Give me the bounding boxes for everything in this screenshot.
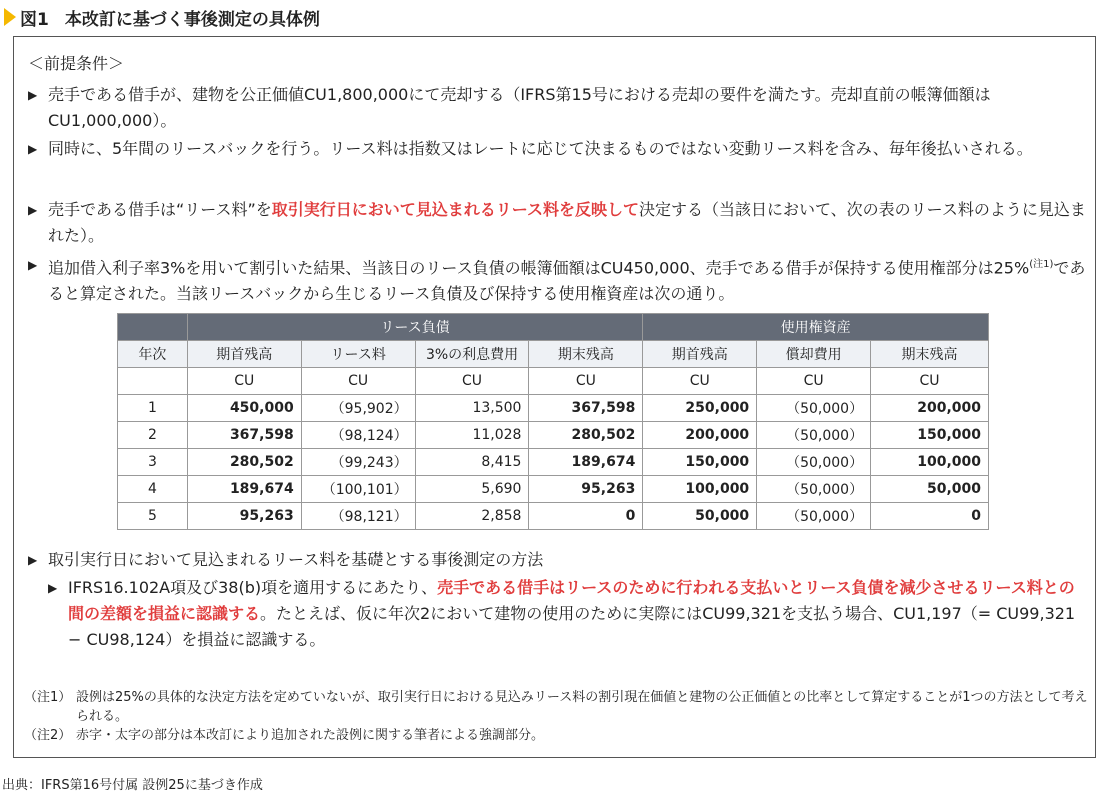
note-text: 赤字・太字の部分は本改訂により追加された設例に関する筆者による強調部分。 (76, 728, 545, 743)
text-segment: 売手である借手は“リース料”を (48, 200, 272, 219)
premise-paragraph-4 (28, 252, 1086, 307)
column-header: 期末残高 (529, 341, 643, 368)
table-row (118, 395, 989, 422)
table-cell: 100,000 (871, 449, 989, 476)
table-cell: 189,674 (187, 476, 301, 503)
table-cell: （50,000） (757, 395, 871, 422)
unit-cell: CU (415, 368, 529, 395)
table-column-header-row (118, 341, 989, 368)
bullet-icon: ▶ (48, 581, 58, 595)
column-header: 期首残高 (643, 341, 757, 368)
figure-label: 図1 (20, 9, 49, 30)
table-cell: 280,502 (529, 422, 643, 449)
table-cell: 13,500 (415, 395, 529, 422)
table-cell: 2,858 (415, 503, 529, 530)
table-cell: 250,000 (643, 395, 757, 422)
table-cell: 1 (118, 395, 188, 422)
figure-box (13, 36, 1096, 758)
table-cell: （98,121） (301, 503, 415, 530)
table-row (118, 476, 989, 503)
lease-table (117, 313, 989, 530)
figure-title-text: 本改訂に基づく事後測定の具体例 (64, 9, 320, 30)
emphasis-text: 売手である借手はリースのために行われる支払いとリース負債を減少させるリース料との間の差額を損益に認識する (68, 578, 1075, 623)
table-cell: 5,690 (415, 476, 529, 503)
section-heading: ＜前提条件＞ (28, 54, 125, 73)
table-cell: 95,263 (187, 503, 301, 530)
table-cell: 200,000 (871, 395, 989, 422)
column-header: 期首残高 (187, 341, 301, 368)
table-row (118, 503, 989, 530)
note-label: （注1） (24, 690, 72, 705)
table-cell: （50,000） (757, 449, 871, 476)
table-cell: 0 (871, 503, 989, 530)
table-cell: （50,000） (757, 503, 871, 530)
table-cell: 2 (118, 422, 188, 449)
table-cell: 150,000 (643, 449, 757, 476)
note-text: 設例は25%の具体的な決定方法を定めていないが、取引実行日における見込みリース料の割引現在価値と建物の公正価値との比率として算定することが1つの方法として考えられる。 (76, 690, 1088, 724)
text-segment: 決定する（当該日において、次の表のリース料のように見込まれた）。 (48, 200, 1086, 245)
premise-paragraph-3 (28, 197, 1086, 249)
table-cell: 100,000 (643, 476, 757, 503)
column-header: リース料 (301, 341, 415, 368)
measure-heading (28, 547, 1086, 573)
group-header-lease-liability: リース負債 (187, 314, 642, 341)
table-group-header-row (118, 314, 989, 341)
table-cell: 367,598 (529, 395, 643, 422)
bullet-icon: ▶ (28, 142, 38, 156)
bullet-icon: ▶ (28, 553, 38, 567)
bullet-icon: ▶ (28, 203, 38, 217)
notes (24, 688, 1089, 745)
table-header-blank (118, 314, 188, 341)
text-segment: IFRS16.102A項及び38(b)項を適用するにあたり、 (68, 578, 438, 597)
table-cell: 5 (118, 503, 188, 530)
table-row (118, 449, 989, 476)
unit-cell: CU (757, 368, 871, 395)
premise-text (28, 252, 1086, 307)
emphasis-text: 取引実行日において見込まれるリース料を反映して (271, 200, 639, 219)
column-header: 期末残高 (871, 341, 989, 368)
column-header: 3%の利息費用 (415, 341, 529, 368)
title-marker-icon (4, 8, 16, 26)
note-reference: (注1) (1029, 259, 1054, 270)
source-line: 出典：IFRS第16号付属 設例25に基づき作成 (2, 778, 263, 793)
bullet-icon: ▶ (28, 88, 38, 102)
table-cell: （98,124） (301, 422, 415, 449)
column-header: 償却費用 (757, 341, 871, 368)
table-cell: （50,000） (757, 476, 871, 503)
table-cell: 189,674 (529, 449, 643, 476)
table-cell: 0 (529, 503, 643, 530)
figure-title (4, 4, 320, 30)
table-cell: （100,101） (301, 476, 415, 503)
measure-detail-text (48, 575, 1086, 653)
table-unit-row (118, 368, 989, 395)
text-segment: 追加借入利子率3%を用いて割引いた結果、当該日のリース負債の帳簿価額はCU450,000、売手である借手が保持する使用権部分は25% (48, 258, 1030, 278)
unit-cell: CU (871, 368, 989, 395)
table-cell: （50,000） (757, 422, 871, 449)
table-cell: 50,000 (871, 476, 989, 503)
table-cell: （95,902） (301, 395, 415, 422)
note-2 (24, 726, 1089, 745)
premise-text (28, 197, 1086, 249)
premise-text: 同時に、5年間のリースバックを行う。リース料は指数又はレートに応じて決まるものではない変動リース料を含み、毎年後払いされる。 (48, 139, 1033, 158)
bullet-icon: ▶ (28, 258, 38, 272)
column-header: 年次 (118, 341, 188, 368)
table-cell: （99,243） (301, 449, 415, 476)
unit-cell: CU (301, 368, 415, 395)
premise-paragraph-2 (28, 136, 1086, 162)
premise-text: 売手である借手が、建物を公正価値CU1,800,000にて売却する（IFRS第15号における売却の要件を満たす。売却直前の帳簿価額はCU1,000,000）。 (48, 85, 991, 130)
table-cell: 50,000 (643, 503, 757, 530)
table-cell: 8,415 (415, 449, 529, 476)
table-cell: 367,598 (187, 422, 301, 449)
unit-cell: CU (529, 368, 643, 395)
unit-cell: CU (187, 368, 301, 395)
measure-detail (48, 575, 1086, 653)
note-label: （注2） (24, 728, 72, 743)
measure-heading-text: 取引実行日において見込まれるリース料を基礎とする事後測定の方法 (48, 550, 544, 569)
premise-paragraph-1 (28, 82, 1086, 134)
table-cell: 450,000 (187, 395, 301, 422)
group-header-rou-asset: 使用権資産 (643, 314, 989, 341)
table-cell: 150,000 (871, 422, 989, 449)
table-cell: 280,502 (187, 449, 301, 476)
text-segment: 。たとえば、仮に年次2において建物の使用のために実際にはCU99,321を支払う場合、CU1,197（= CU99,321 − CU98,124）を損益に認識する。 (68, 604, 1076, 649)
table-row (118, 422, 989, 449)
table-cell: 95,263 (529, 476, 643, 503)
table-cell: 3 (118, 449, 188, 476)
table-cell: 4 (118, 476, 188, 503)
text-segment: であると算定された。当該リースバックから生じるリース負債及び保持する使用権資産は次の通り。 (48, 258, 1086, 304)
note-1 (24, 688, 1089, 726)
table-cell: 11,028 (415, 422, 529, 449)
unit-cell-empty (118, 368, 188, 395)
table-cell: 200,000 (643, 422, 757, 449)
unit-cell: CU (643, 368, 757, 395)
